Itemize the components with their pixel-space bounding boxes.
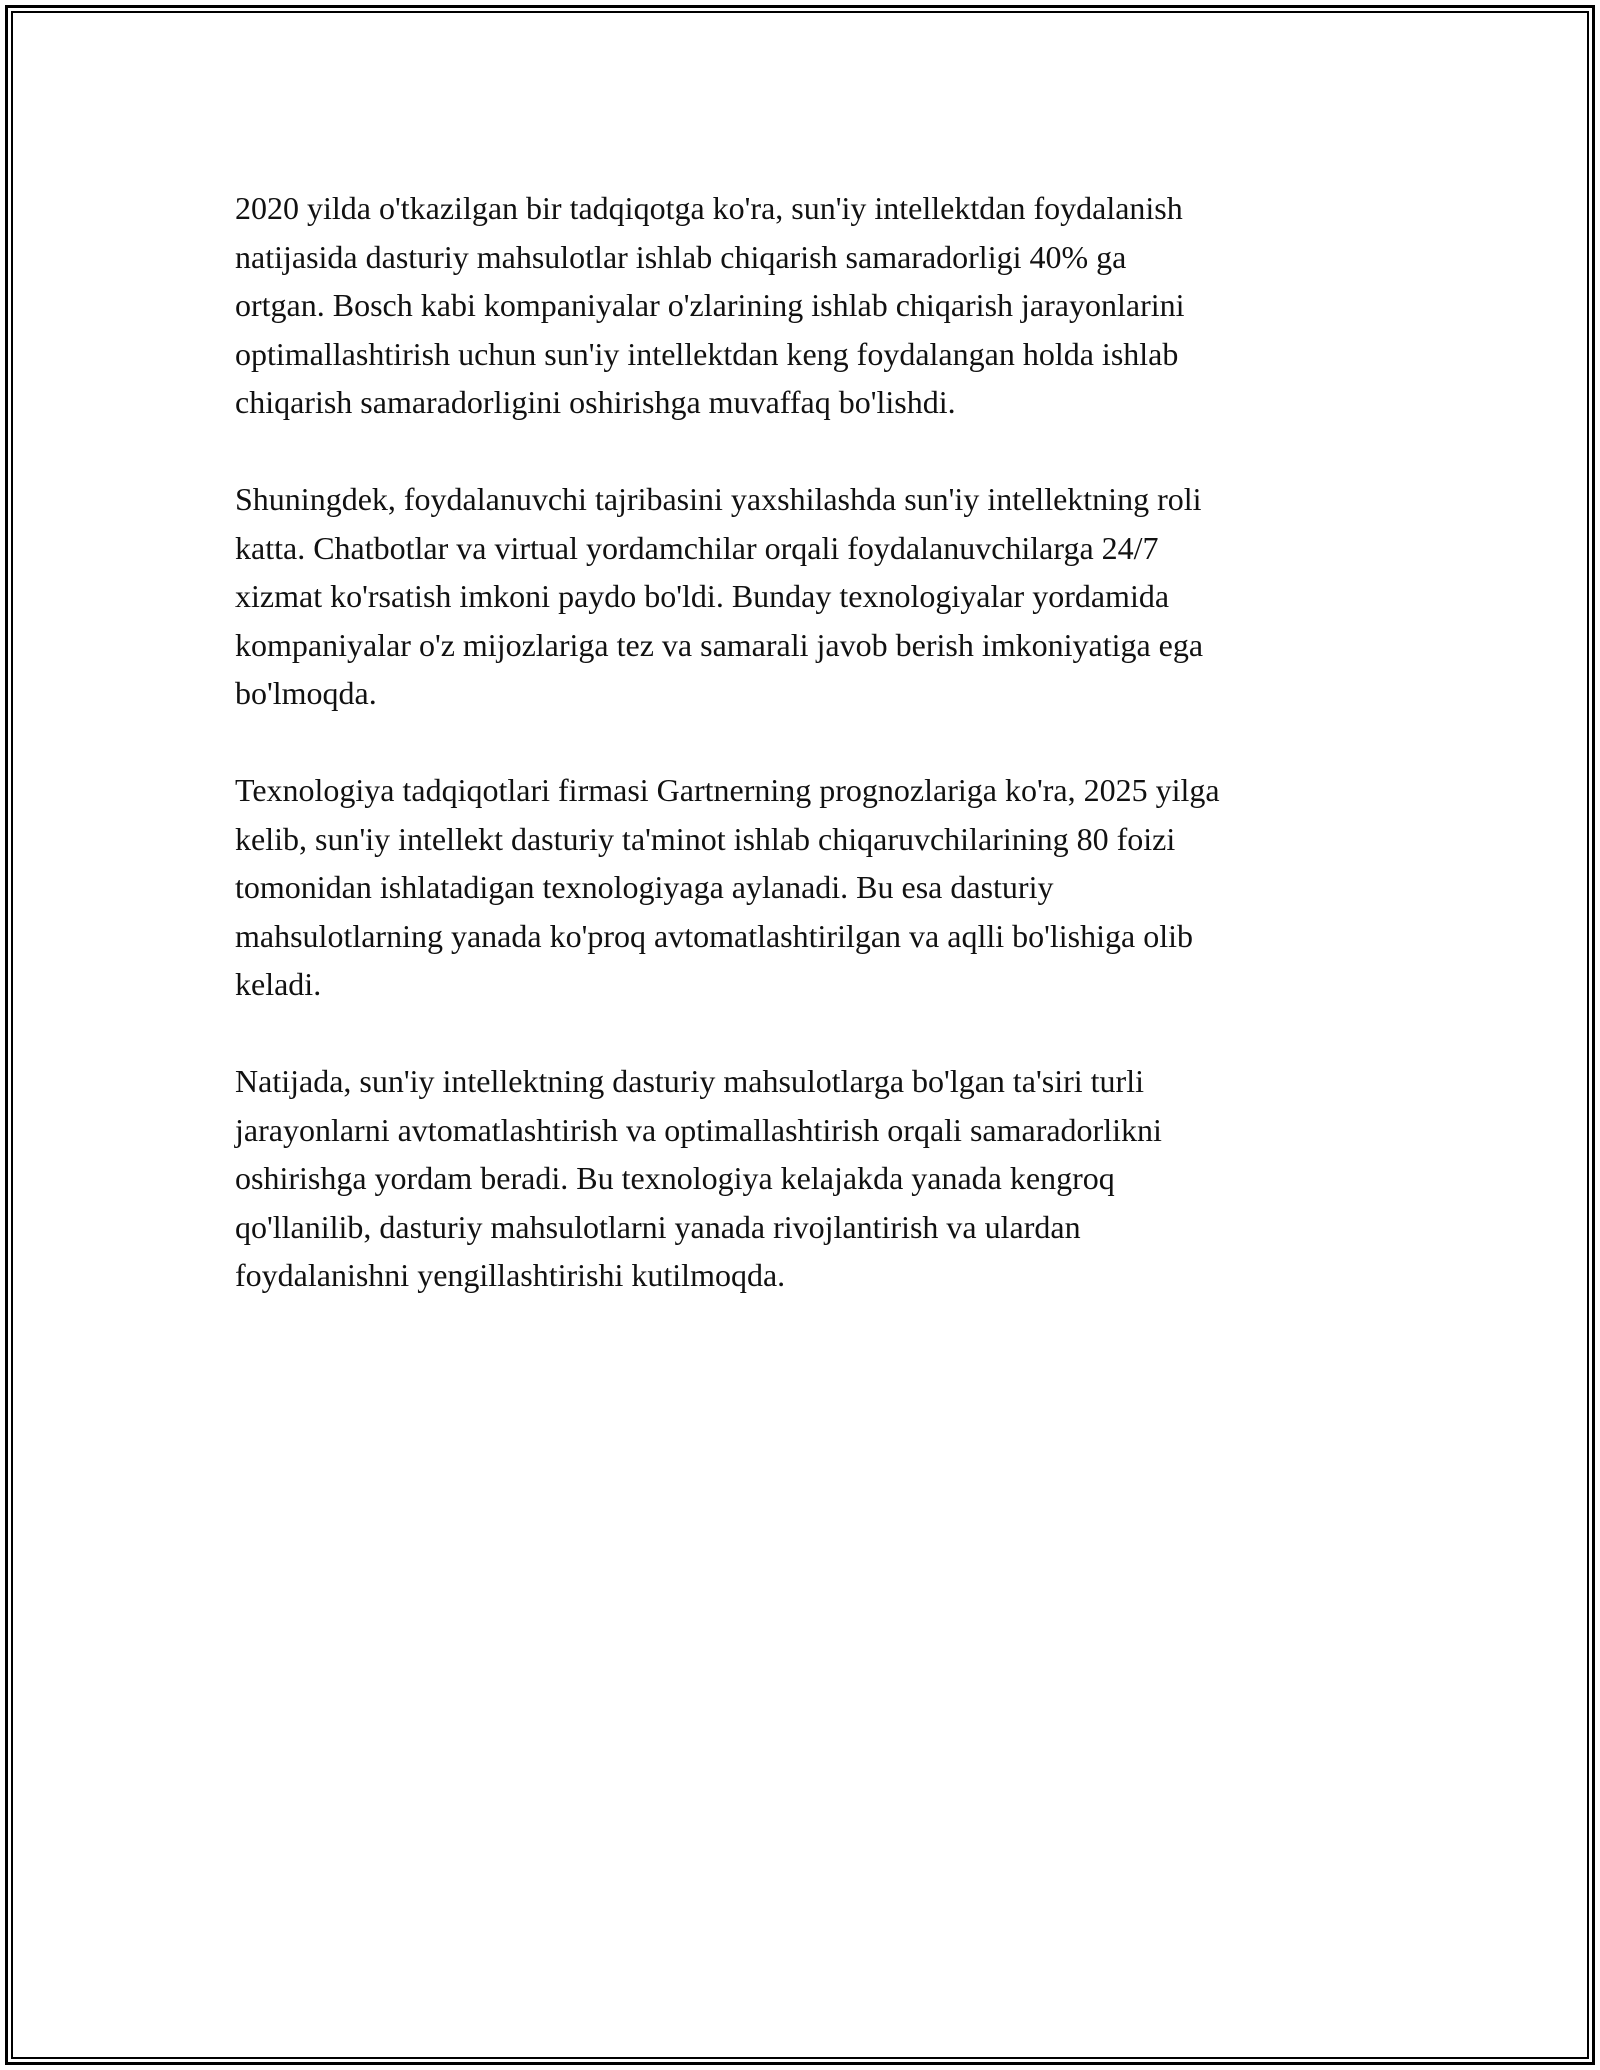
text-line: qo'llanilib, dasturiy mahsulotlarni yanada rivojlantirish va ulardan [235,1208,1081,1245]
text-line: oshirishga yordam beradi. Bu texnologiya kelajakda yanada kengroq [235,1160,1115,1196]
text-line: ortgan. Bosch kabi kompaniyalar o'zlarining ishlab chiqarish jarayonlarini [235,287,1185,323]
text-line: chiqarish samaradorligini oshirishga muvaffaq bo'lishdi. [235,384,956,420]
paragraph-2 [235,475,1385,718]
text-line: natijasida dasturiy mahsulotlar ishlab chiqarish samaradorligi 40% ga [235,238,1127,275]
text-line: optimallashtirish uchun sun'iy intellektdan keng foydalangan holda ishlab [235,335,1179,372]
text-line: foydalanishni yengillashtirishi kutilmoqda. [235,1257,786,1293]
text-line: kelib, sun'iy intellekt dasturiy ta'minot ishlab chiqaruvchilarining 80 foizi [235,820,1176,857]
text-line: kompaniyalar o'z mijozlariga tez va samarali javob berish imkoniyatiga ega [235,626,1204,663]
text-line: jarayonlarni avtomatlashtirish va optimallashtirish orqali samaradorlikni [235,1111,1162,1148]
paragraph-4 [235,1057,1385,1300]
text-line: Texnologiya tadqiqotlari firmasi Gartnerning prognozlariga ko'ra, 2025 yilga [235,772,1220,808]
text-line: 2020 yilda o'tkazilgan bir tadqiqotga ko'ra, sun'iy intellektdan foydalanish [235,190,1183,226]
paragraph-3 [235,766,1385,1009]
text-line: Natijada, sun'iy intellektning dasturiy mahsulotlarga bo'lgan ta'siri turli [235,1063,1144,1099]
text-line: tomonidan ishlatadigan texnologiyaga aylanadi. Bu esa dasturiy [235,869,1054,905]
text-line: katta. Chatbotlar va virtual yordamchilar orqali foydalanuvchilarga 24/7 [235,529,1159,566]
text-line: bo'lmoqda. [235,675,377,711]
document-body [235,184,1385,1348]
text-line: mahsulotlarning yanada ko'proq avtomatlashtirilgan va aqlli bo'lishiga olib [235,917,1193,954]
text-line: xizmat ko'rsatish imkoni paydo bo'ldi. Bunday texnologiyalar yordamida [235,578,1170,614]
paragraph-1 [235,184,1385,427]
text-line: Shuningdek, foydalanuvchi tajribasini yaxshilashda sun'iy intellektning roli [235,481,1202,517]
text-line: keladi. [235,966,322,1002]
